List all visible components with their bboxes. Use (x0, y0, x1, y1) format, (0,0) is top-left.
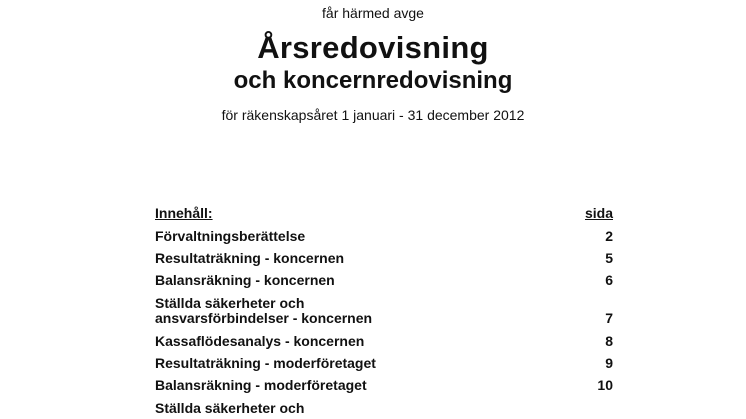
toc-entry (155, 251, 613, 266)
toc-entry (155, 296, 613, 326)
toc-entry-label: Balansräkning - moderföretaget (155, 377, 367, 393)
toc-entry-label: Balansräkning - koncernen (155, 272, 335, 288)
toc-entry (155, 356, 613, 371)
fiscal-period: för räkenskapsåret 1 januari - 31 december 2012 (221, 107, 525, 123)
document-title: Årsredovisning (257, 30, 489, 65)
toc-entry (155, 401, 613, 416)
toc-entry-page: 7 (605, 310, 613, 326)
toc-page-heading: sida (584, 205, 613, 221)
toc-entry-label: Ställda säkerheter och (155, 295, 305, 311)
toc-entry-label: Resultaträkning - moderföretaget (155, 355, 376, 371)
toc-entry-label: ansvarsförbindelser - koncernen (155, 310, 373, 326)
toc-entry-label: Förvaltningsberättelse (155, 228, 306, 244)
toc-entry (155, 273, 613, 288)
toc-entry (155, 334, 613, 349)
toc-entry (155, 378, 613, 393)
toc-entry-label: Resultaträkning - koncernen (155, 250, 345, 266)
toc-entry-label: Ställda säkerheter och (155, 400, 305, 416)
intro-text: får härmed avge (322, 5, 424, 21)
toc-entry-page: 9 (605, 355, 613, 371)
toc-heading: Innehåll: (155, 205, 213, 221)
toc-header (155, 205, 613, 221)
toc-entry-label: Kassaflödesanalys - koncernen (155, 333, 365, 349)
toc-entry (155, 229, 613, 244)
toc-entry-page: 8 (605, 333, 613, 349)
toc-entry-page: 10 (597, 377, 613, 393)
document-subtitle: och koncernredovisning (233, 67, 513, 94)
toc-entry-page: 5 (605, 250, 613, 266)
toc-entry-page: 2 (605, 228, 613, 244)
toc-entry-page: 6 (605, 272, 613, 288)
